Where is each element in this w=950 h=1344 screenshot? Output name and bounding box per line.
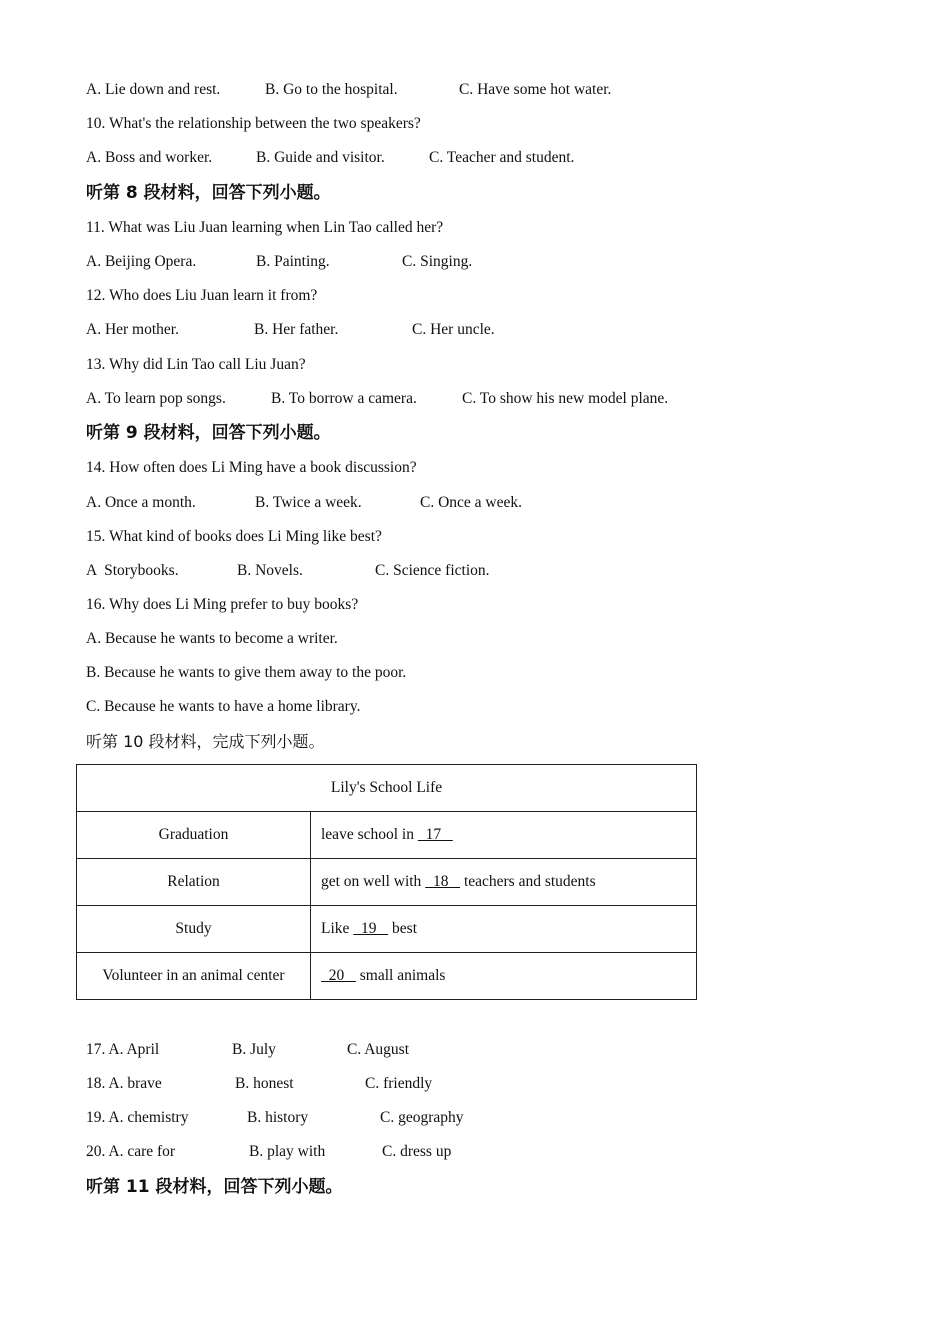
q11-option-c: C. Singing. xyxy=(402,253,473,270)
q13-option-c: C. To show his new model plane. xyxy=(462,390,669,407)
q14-option-b: B. Twice a week. xyxy=(255,494,362,511)
q13-option-a: A. To learn pop songs. xyxy=(86,390,226,407)
q9-option-c: C. Have some hot water. xyxy=(459,81,612,98)
q10-option-a: A. Boss and worker. xyxy=(86,149,213,166)
school-life-table xyxy=(76,764,697,1000)
q18-option-c: C. friendly xyxy=(365,1075,433,1092)
section-11-heading: 听第 11 段材料，回答下列小题。 xyxy=(86,1177,343,1197)
q20-option-c: C. dress up xyxy=(382,1143,452,1160)
value-text-after: best xyxy=(388,920,417,937)
q11-question: 11. What was Liu Juan learning when Lin Tao called her? xyxy=(86,219,444,236)
q20-option-b: B. play with xyxy=(249,1143,326,1160)
value-text-before: leave school in xyxy=(321,826,418,843)
q10-option-c: C. Teacher and student. xyxy=(429,149,575,166)
q14-option-c: C. Once a week. xyxy=(420,494,522,511)
value-text-after: teachers and students xyxy=(460,873,596,890)
table-row xyxy=(77,812,697,859)
row-value xyxy=(311,859,697,906)
q9-option-b: B. Go to the hospital. xyxy=(265,81,398,98)
q10-question: 10. What's the relationship between the two speakers? xyxy=(86,115,421,132)
q13-option-b: B. To borrow a camera. xyxy=(271,390,417,407)
value-text-before: Like xyxy=(321,920,354,937)
q16-option-c: C. Because he wants to have a home library. xyxy=(86,698,361,715)
section-10-heading: 听第 10 段材料，完成下列小题。 xyxy=(86,732,325,751)
section-9-heading: 听第 9 段材料，回答下列小题。 xyxy=(86,423,331,443)
row-label: Study xyxy=(77,906,311,953)
q12-option-a: A. Her mother. xyxy=(86,321,179,338)
q17-option-c: C. August xyxy=(347,1041,410,1058)
table-title-row xyxy=(77,765,697,812)
q18-option-b: B. honest xyxy=(235,1075,294,1092)
q17-option-b: B. July xyxy=(232,1041,276,1058)
blank-18: 18 xyxy=(425,873,461,890)
q16-option-a: A. Because he wants to become a writer. xyxy=(86,630,338,647)
table-row xyxy=(77,906,697,953)
blank-20: 20 xyxy=(321,967,356,984)
row-label: Graduation xyxy=(77,812,311,859)
q19-option-a: 19. A. chemistry xyxy=(86,1109,189,1126)
q20-option-a: 20. A. care for xyxy=(86,1143,176,1160)
q10-option-b: B. Guide and visitor. xyxy=(256,149,385,166)
table-row xyxy=(77,859,697,906)
q15-question: 15. What kind of books does Li Ming like best? xyxy=(86,528,382,545)
table-row xyxy=(77,953,697,1000)
value-text-after: small animals xyxy=(355,967,446,984)
q14-question: 14. How often does Li Ming have a book discussion? xyxy=(86,459,417,476)
q12-option-c: C. Her uncle. xyxy=(412,321,495,338)
q11-option-b: B. Painting. xyxy=(256,253,330,270)
q9-option-a: A. Lie down and rest. xyxy=(86,81,221,98)
row-label: Relation xyxy=(77,859,311,906)
row-label: Volunteer in an animal center xyxy=(77,953,311,1000)
q15-option-b: B. Novels. xyxy=(237,562,303,579)
q18-option-a: 18. A. brave xyxy=(86,1075,162,1092)
row-value xyxy=(311,812,697,859)
value-text-before: get on well with xyxy=(321,873,426,890)
q17-option-a: 17. A. April xyxy=(86,1041,160,1058)
q13-question: 13. Why did Lin Tao call Liu Juan? xyxy=(86,356,306,373)
blank-19: 19 xyxy=(353,920,389,937)
blank-17: 17 xyxy=(417,826,453,843)
q14-option-a: A. Once a month. xyxy=(86,494,196,511)
q16-question: 16. Why does Li Ming prefer to buy books? xyxy=(86,596,359,613)
section-8-heading: 听第 8 段材料，回答下列小题。 xyxy=(86,183,331,203)
q15-option-a: A Storybooks. xyxy=(86,562,179,579)
row-value xyxy=(311,906,697,953)
q12-option-b: B. Her father. xyxy=(254,321,339,338)
row-value xyxy=(311,953,697,1000)
q19-option-b: B. history xyxy=(247,1109,309,1126)
q16-option-b: B. Because he wants to give them away to the poor. xyxy=(86,664,407,681)
table-title: Lily's School Life xyxy=(77,765,697,812)
q12-question: 12. Who does Liu Juan learn it from? xyxy=(86,287,318,304)
q19-option-c: C. geography xyxy=(380,1109,464,1126)
q15-option-c: C. Science fiction. xyxy=(375,562,490,579)
q11-option-a: A. Beijing Opera. xyxy=(86,253,197,270)
